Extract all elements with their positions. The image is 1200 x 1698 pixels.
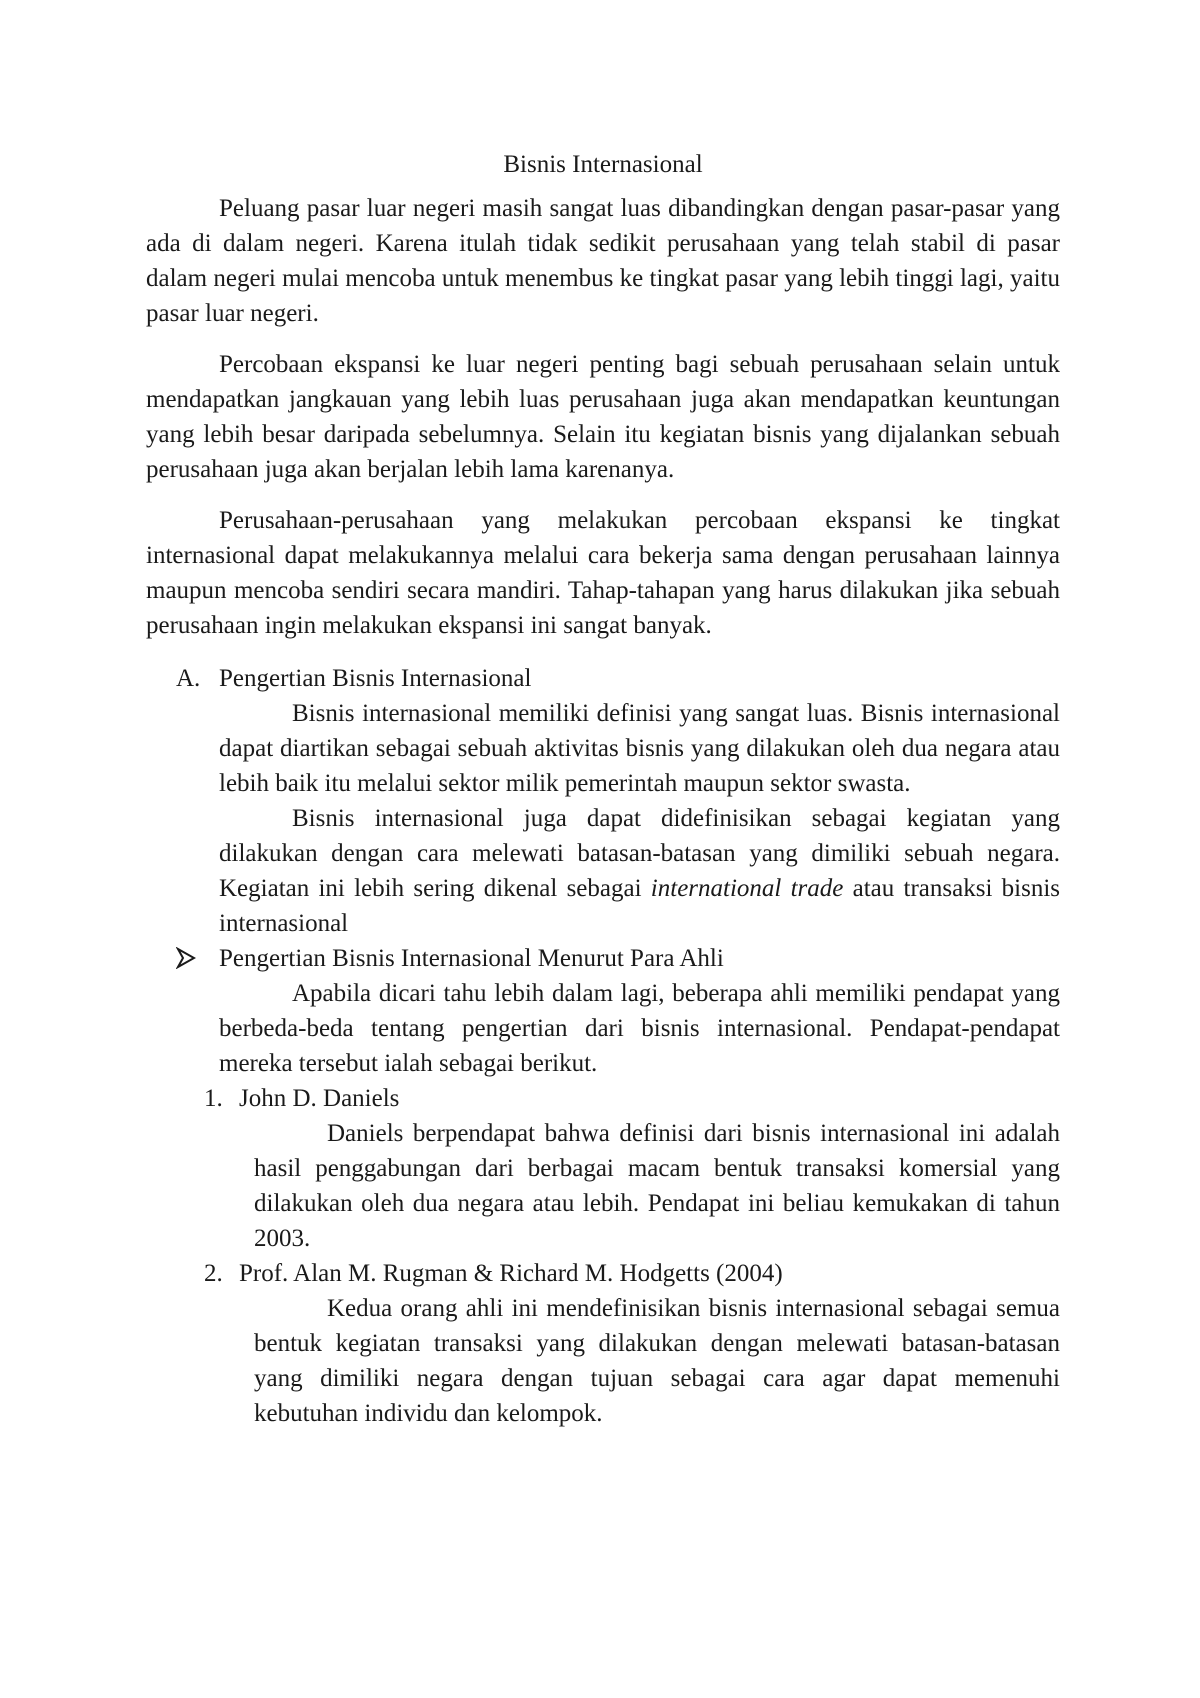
intro-paragraph-2: Percobaan ekspansi ke luar negeri penting bagi sebuah perusahaan selain untuk mendapatkan jangkauan yang lebih luas perusahaan juga akan mendapatkan keuntungan yang lebih besar daripada sebelumnya. Selain itu kegiatan bisnis yang dijalankan sebuah perusahaan juga akan berjalan lebih lama karenanya. (146, 351, 1060, 483)
expert-item-1-name: John D. Daniels (239, 1085, 400, 1112)
expert-item-2-body (254, 1291, 1060, 1431)
expert-item-2-name: Prof. Alan M. Rugman & Richard M. Hodgetts (2004) (239, 1260, 783, 1287)
section-a-paragraph-2-start: Bisnis internasional juga dapat didefinisikan sebagai kegiatan yang dilakukan dengan cara melewati batasan-batasan yang dimiliki sebuah negara. Kegiatan ini lebih sering dikenal sebagai (219, 805, 1060, 902)
section-a-heading (176, 661, 1060, 696)
expert-item-2-text: Kedua orang ahli ini mendefinisikan bisnis internasional sebagai semua bentuk kegiatan transaksi yang dilakukan dengan melewati batasan-batasan yang dimiliki negara dengan tujuan sebagai cara agar dapat memenuhi kebutuhan individu dan kelompok. (254, 1295, 1060, 1427)
expert-item-1-heading (204, 1081, 1060, 1116)
expert-item-1-text: Daniels berpendapat bahwa definisi dari bisnis internasional ini adalah hasil penggabungan dari berbagai macam bentuk transaksi komersial yang dilakukan oleh dua negara atau lebih. Pendapat ini beliau kemukakan di tahun 2003. (254, 1120, 1060, 1252)
section-a-paragraph-1: Bisnis internasional memiliki definisi yang sangat luas. Bisnis internasional dapat diartikan sebagai sebuah aktivitas bisnis yang dilakukan oleh dua negara atau lebih baik itu melalui sektor milik pemerintah maupun sektor swasta. (219, 700, 1060, 797)
section-a-title: Pengertian Bisnis Internasional (219, 665, 532, 692)
experts-heading (176, 941, 1060, 976)
section-a-marker: A. (176, 665, 201, 692)
document-body (146, 147, 1060, 1431)
expert-item-1-number: 1. (204, 1085, 223, 1112)
document-title: Bisnis Internasional (503, 151, 703, 178)
expert-item-2-heading (204, 1256, 1060, 1291)
expert-item-1-body (254, 1116, 1060, 1256)
experts-title: Pengertian Bisnis Internasional Menurut Para Ahli (219, 945, 724, 972)
intro-paragraph-1: Peluang pasar luar negeri masih sangat luas dibandingkan dengan pasar-pasar yang ada di dalam negeri. Karena itulah tidak sedikit perusahaan yang telah stabil di pasar dalam negeri mulai mencoba untuk menembus ke tingkat pasar yang lebih tinggi lagi, yaitu pasar luar negeri. (146, 195, 1060, 327)
section-a-paragraph-2 (219, 801, 1060, 941)
expert-item-2-number: 2. (204, 1260, 223, 1287)
international-trade-term: international trade (650, 875, 844, 902)
experts-intro-block (219, 976, 1060, 1081)
section-a-body (219, 696, 1060, 941)
arrow-bullet-icon (176, 941, 219, 976)
section-a-paragraph-2-end: atau transaksi bisnis internasional (219, 875, 1061, 937)
experts-intro: Apabila dicari tahu lebih dalam lagi, beberapa ahli memiliki pendapat yang berbeda-beda tentang pengertian dari bisnis internasional. Pendapat-pendapat mereka tersebut ialah sebagai berikut. (219, 980, 1060, 1077)
intro-paragraph-3: Perusahaan-perusahaan yang melakukan percobaan ekspansi ke tingkat internasional dapat melakukannya melalui cara bekerja sama dengan perusahaan lainnya maupun mencoba sendiri secara mandiri. Tahap-tahapan yang harus dilakukan jika sebuah perusahaan ingin melakukan ekspansi ini sangat banyak. (146, 507, 1060, 639)
